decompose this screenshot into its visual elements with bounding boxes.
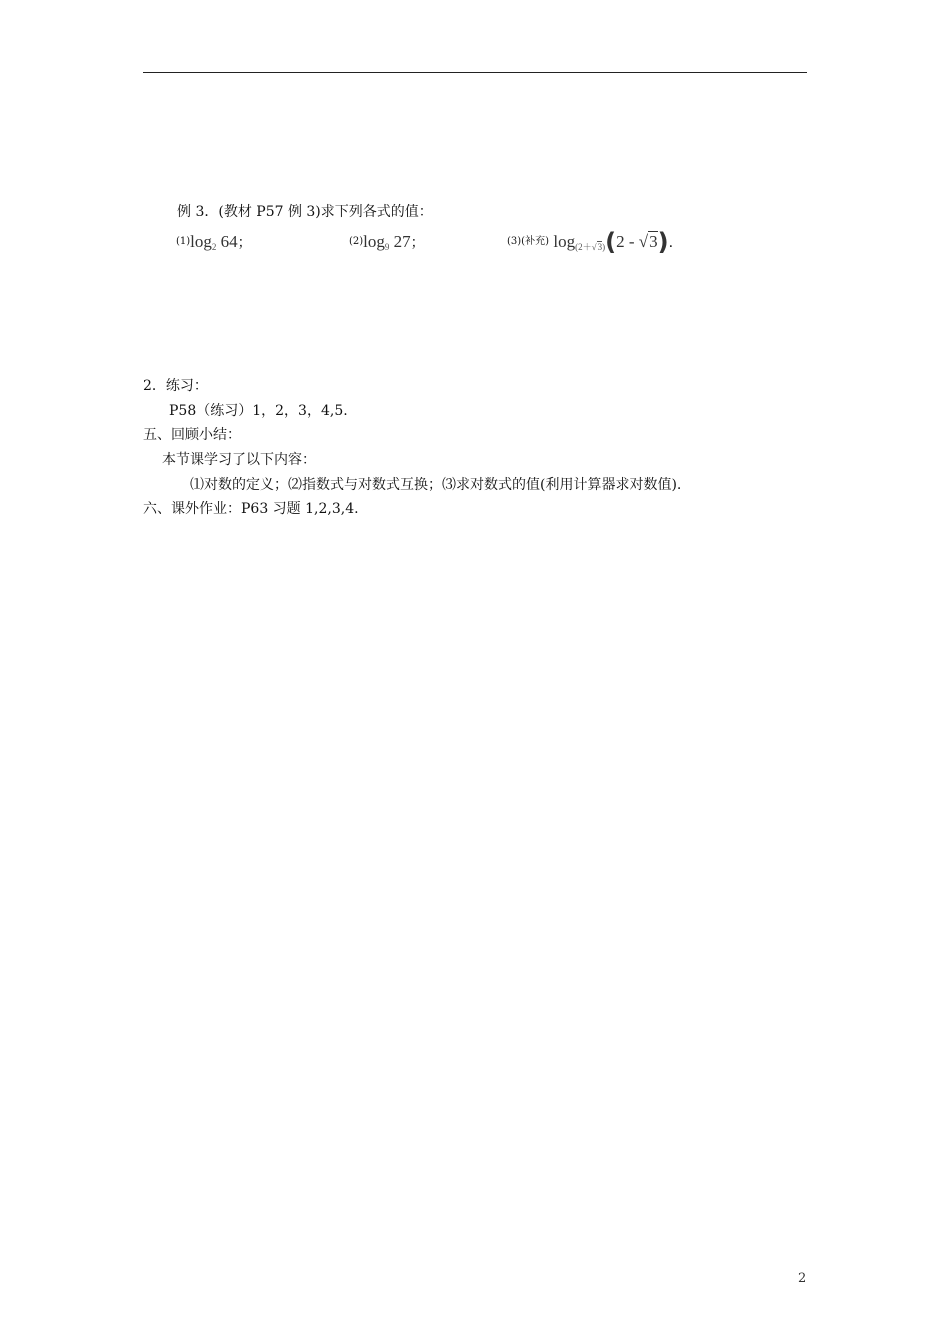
review-points: ⑴对数的定义；⑵指数式与对数式互换；⑶求对数式的值(利用计算器求对数值). [190, 477, 682, 493]
item-1-label: (1) [176, 236, 191, 247]
practice-title: 2．练习： [143, 378, 208, 394]
item-3-label: (3)(补充) [507, 236, 549, 247]
review-intro: 本节课学习了以下内容： [162, 452, 316, 468]
header-rule [143, 72, 807, 73]
example-heading: 例 3．(教材 P57 例 3)求下列各式的值： [177, 204, 433, 220]
homework-text: 六、课外作业：P63 习题 1,2,3,4. [143, 501, 359, 517]
sqrt-icon: √3 [638, 232, 658, 251]
review-title: 五、回顾小结： [143, 427, 241, 443]
example-item-2: $^{(2)}\log_9$ 27； [349, 232, 425, 252]
item-2-formula: $\log_9 27$ [363, 232, 411, 252]
item-1-formula: $\log_2 64$ [190, 232, 238, 252]
sqrt-icon: √3 [591, 242, 603, 252]
item-3-formula: $\log_{(2+√3)}(2 - √3)$ [553, 228, 669, 256]
example-item-3: $^{(3)(补充)}$ $\log_{(2+√3)}(2 - √3)$. [507, 228, 674, 256]
example-item-1: $^{(1)}\log_2$ 64； [176, 232, 252, 252]
item-2-label: (2) [349, 236, 364, 247]
page-number: 2 [798, 1271, 807, 1286]
practice-content: P58（练习）1，2，3，4,5. [169, 403, 348, 419]
